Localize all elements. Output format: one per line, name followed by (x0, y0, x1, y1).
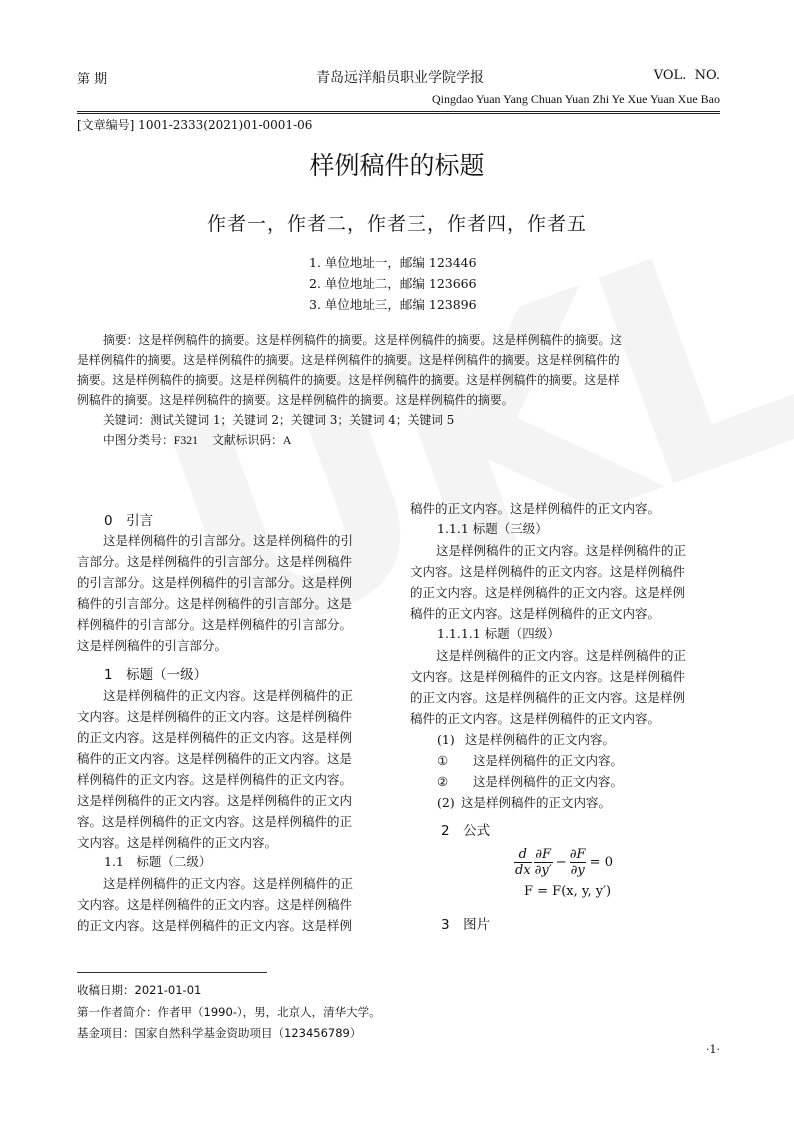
doc-code-value: A (282, 433, 292, 447)
equation-euler-lagrange: d dx ∂F ∂y′ − $\frac{\partial F}{\partial y}$ = 0 (515, 846, 613, 878)
list-item: ① 这是样例稿件的正文内容。 (437, 753, 624, 768)
doc-code-label: 文献标识码： (212, 433, 283, 447)
author-bio: 第一作者简介：作者甲（1990-），男，北京人，清华大学。 (77, 1005, 381, 1019)
body-text-1: 这是样例稿件的正文内容。这是样例稿件的正 文内容。这是样例稿件的正文内容。这是样例稿件 的正文内容。这是样例稿件的正文内容。这是样例 稿件的正文内容。这是样例稿件的正文内容。这是 样例稿件的正文内容。这是样例稿件的正文内容。 这是样例稿件的正文内容。这是样例稿件的正文内 容。这是样例稿件的正文内容。这是样例稿件的正 文内容。这是样例稿件的正文内容。 (77, 688, 354, 850)
fund-info: 基金项目：国家自然科学基金资助项目（123456789） (77, 1026, 362, 1040)
article-number: [文章编号] 1001-2333(2021)01-0001-06 (77, 118, 313, 132)
header-vol: VOL. NO. (653, 68, 720, 83)
affiliation-2: 2. 单位地址二，邮编 123666 (309, 276, 477, 291)
affiliation-3: 3. 单位地址三，邮编 123896 (309, 297, 477, 312)
heading-level-3: 1.1.1 标题（三级） (437, 521, 548, 536)
body-text-2-continued: 稿件的正文内容。这是样例稿件的正文内容。 (410, 501, 661, 516)
formula-heading: 2 公式 (441, 823, 491, 839)
heading-level-1: 1 标题（一级） (104, 667, 208, 683)
abstract (77, 330, 722, 450)
abstract-line: 这是样例稿件的摘要。这是样例稿件的摘要。这是样例稿件的摘要。这是样例稿件的摘要。这 (138, 333, 623, 347)
figure-heading: 3 图片 (441, 917, 491, 933)
list-item: ② 这是样例稿件的正文内容。 (437, 774, 624, 789)
body-text-4: 这是样例稿件的正文内容。这是样例稿件的正 文内容。这是样例稿件的正文内容。这是样例稿件 的正文内容。这是样例稿件的正文内容。这是样例 稿件的正文内容。这是样例稿件的正文内容。 (410, 648, 687, 726)
header-journal: 青岛远洋船员职业学院学报 (316, 70, 484, 86)
intro-heading: 0 引言 (104, 513, 154, 529)
list-item: (1) 这是样例稿件的正文内容。 (437, 732, 616, 747)
footnote-rule (77, 972, 267, 973)
clc-label: 中图分类号： (103, 433, 174, 447)
abstract-line: 是样例稿件的摘要。这是样例稿件的摘要。这是样例稿件的摘要。这是样例稿件的摘要。这是样例稿件的 (77, 353, 620, 367)
abstract-line: 例稿件的摘要。这是样例稿件的摘要。这是样例稿件的摘要。这是样例稿件的摘要。 (77, 393, 514, 407)
heading-level-4: 1.1.1.1 标题（四级） (437, 626, 560, 641)
header-pinyin: Qingdao Yuan Yang Chuan Yuan Zhi Ye Xue Yuan Xue Bao (432, 92, 720, 106)
body-text-2: 这是样例稿件的正文内容。这是样例稿件的正 文内容。这是样例稿件的正文内容。这是样例稿件 的正文内容。这是样例稿件的正文内容。这是样例 (77, 876, 354, 933)
body-text-3: 这是样例稿件的正文内容。这是样例稿件的正 文内容。这是样例稿件的正文内容。这是样例稿件 的正文内容。这是样例稿件的正文内容。这是样例 稿件的正文内容。这是样例稿件的正文内容。 (410, 543, 687, 621)
affiliation-1: 1. 单位地址一，邮编 123446 (309, 255, 477, 270)
equation-function: F = F(x, y, y′) (524, 884, 612, 899)
received-date: 收稿日期：2021-01-01 (77, 983, 202, 997)
header-issue: 第 期 (77, 72, 108, 87)
author-list: 作者一，作者二，作者三，作者四，作者五 (206, 213, 587, 235)
heading-level-2: 1.1 标题（二级） (104, 854, 212, 869)
abstract-label: 摘要： (103, 333, 139, 347)
keywords: 测试关键词 1；关键词 2；关键词 3；关键词 4；关键词 5 (150, 413, 455, 427)
page-title: 样例稿件的标题 (309, 151, 485, 180)
list-item: (2) 这是样例稿件的正文内容。 (437, 795, 612, 810)
keywords-label: 关键词： (103, 413, 151, 427)
abstract-line: 摘要。这是样例稿件的摘要。这是样例稿件的摘要。这是样例稿件的摘要。这是样例稿件的摘要。这是样 (77, 373, 620, 387)
list (437, 729, 623, 813)
intro-text: 这是样例稿件的引言部分。这是样例稿件的引 言部分。这是样例稿件的引言部分。这是样例稿件 的引言部分。这是样例稿件的引言部分。这是样例 稿件的引言部分。这是样例稿件的引言部分。这是 样例稿件的引言部分。这是样例稿件的引言部分。 这是样例稿件的引言部分。 (77, 533, 354, 653)
clc-value: F321 (173, 433, 199, 447)
header-rule-2 (77, 113, 720, 114)
page-number: ·1· (706, 1043, 720, 1056)
header-rule (77, 111, 720, 112)
